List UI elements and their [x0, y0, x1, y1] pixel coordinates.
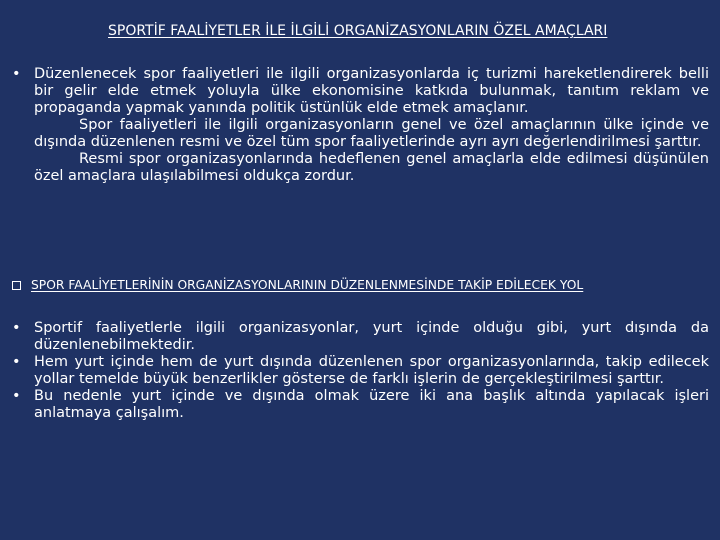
bullet-dot-icon: •	[12, 66, 21, 82]
section-steps	[12, 320, 709, 422]
paragraph	[12, 151, 709, 185]
bullet-dot-icon: •	[12, 320, 21, 336]
bullet-item	[12, 320, 709, 354]
bullet-text: Sportif faaliyetlerle ilgili organizasyonlar, yurt içinde olduğu gibi, yurt dışında da düzenlenebilmektedir.	[34, 320, 709, 353]
bullet-item	[12, 388, 709, 422]
paragraph	[12, 117, 709, 151]
paragraph-text: Spor faaliyetleri ile ilgili organizasyonların genel ve özel amaçlarının ülke içinde ve dışında düzenlenen resmi ve özel tüm spor faaliyetlerinde ayrı ayrı değerlendirilmesi şarttır.	[34, 117, 709, 150]
section-subheading	[12, 276, 710, 294]
bullet-dot-icon: •	[12, 388, 21, 404]
subheading-text: SPOR FAALİYETLERİNİN ORGANİZASYONLARININ DÜZENLENMESİNDE TAKİP EDİLECEK YOL	[31, 278, 584, 292]
bullet-text: Düzenlenecek spor faaliyetleri ile ilgili organizasyonlarda iç turizmi hareketlendirerek belli bir gelir elde etmek yoluyla ülke ekonomisine katkıda bulunmak, tanıtım reklam ve propaganda yapmak yanında politik üstünlük elde etmek amaçlanır.	[34, 66, 709, 116]
checkbox-square-icon	[12, 281, 21, 290]
bullet-text: Hem yurt içinde hem de yurt dışında düzenlenen spor organizasyonlarında, takip edilecek yollar temelde büyük benzerlikler gösterse de farklı işlerin de gerçekleştirilmesi şarttır.	[34, 354, 709, 387]
paragraph-text: Resmi spor organizasyonlarında hedeflenen genel amaçlarla elde edilmesi düşünülen özel amaçlara ulaşılabilmesi oldukça zordur.	[34, 151, 709, 184]
page-title	[8, 22, 670, 40]
bullet-item	[12, 354, 709, 388]
bullet-item	[12, 66, 709, 117]
title-text: SPORTİF FAALİYETLER İLE İLGİLİ ORGANİZASYONLARIN ÖZEL AMAÇLARI	[108, 23, 608, 39]
section-objectives	[12, 66, 709, 185]
bullet-dot-icon: •	[12, 354, 21, 370]
bullet-text: Bu nedenle yurt içinde ve dışında olmak üzere iki ana başlık altında yapılacak işleri anlatmaya çalışalım.	[34, 388, 709, 421]
